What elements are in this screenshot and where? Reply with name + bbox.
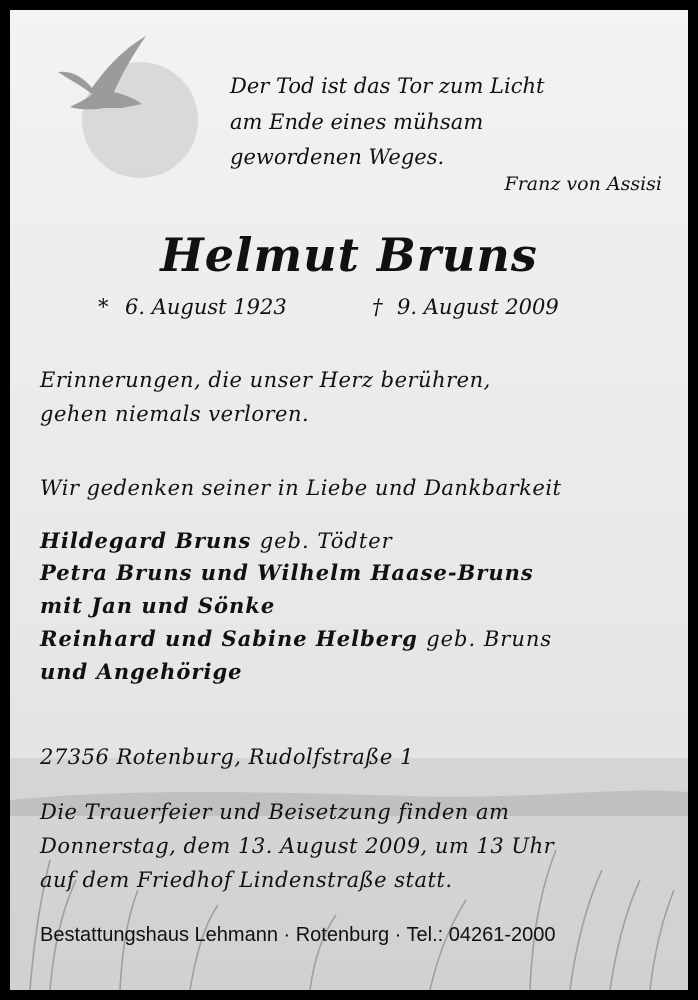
quote-author: Franz von Assisi	[504, 173, 662, 195]
quote-line-1: Der Tod ist das Tor zum Licht	[230, 74, 545, 98]
family-line-4	[40, 626, 552, 651]
funeral-home-footer: Bestattungshaus Lehmann · Rotenburg · Tel.: 04261-2000	[40, 924, 556, 946]
memory-line-2: gehen niemals verloren.	[40, 402, 310, 426]
family-line-5: und Angehörige	[40, 659, 243, 684]
ceremony-line-2: Donnerstag, dem 13. August 2009, um 13 Uhr	[40, 834, 555, 858]
family-note-helberg: geb. Bruns	[426, 627, 553, 651]
birth-symbol: *	[98, 295, 109, 319]
ceremony-line-1: Die Trauerfeier und Beisetzung finden am	[40, 800, 510, 824]
quote-line-2: am Ende eines mühsam	[230, 110, 484, 134]
deceased-name: Helmut Bruns	[160, 228, 538, 282]
family-note-hildegard: geb. Tödter	[259, 529, 393, 553]
quote-line-3: gewordenen Weges.	[230, 145, 445, 169]
family-line-3: mit Jan und Sönke	[40, 593, 276, 618]
family-name-helberg: Reinhard und Sabine Helberg	[40, 626, 418, 651]
family-line-1	[40, 528, 393, 553]
death-symbol: †	[372, 295, 383, 319]
birth-date: 6. August 1923	[125, 295, 287, 319]
obituary-card	[10, 10, 688, 990]
address-text: 27356 Rotenburg, Rudolfstraße 1	[40, 745, 414, 769]
ceremony-line-3: auf dem Friedhof Lindenstraße statt.	[40, 868, 453, 892]
death-date: 9. August 2009	[397, 295, 559, 319]
memory-line-1: Erinnerungen, die unser Herz berühren,	[40, 368, 491, 392]
remembrance-text: Wir gedenken seiner in Liebe und Dankbarkeit	[40, 476, 562, 500]
family-line-2: Petra Bruns und Wilhelm Haase-Bruns	[40, 560, 534, 585]
family-name-hildegard: Hildegard Bruns	[40, 528, 252, 553]
